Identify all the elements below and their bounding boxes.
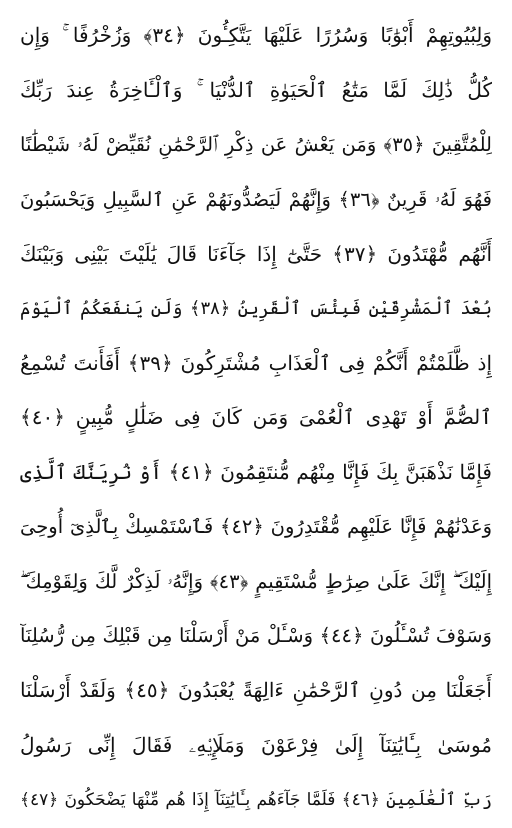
verse-line-text: وَلِبُيُوتِهِمْ أَبْوَٰبًا وَسُرُرًا عَلَيْهَا يَتَّكِـُٔونَ ﴿٣٤﴾ وَزُخْرُفًا ۚ وَإِن [20, 23, 492, 48]
verse-line [20, 663, 492, 718]
verse-line [20, 117, 492, 172]
verse-line [20, 281, 492, 336]
verse-line-text: رَبِّ ٱلْعَٰلَمِينَ ﴿٤٦﴾ فَلَمَّا جَآءَهُم بِـَٔايَٰتِنَآ إِذَا هُم مِّنْهَا يَضْحَكُونَ ﴿٤٧﴾ [20, 790, 492, 811]
verse-line-text: كُلُّ ذَٰلِكَ لَمَّا مَتَٰعُ ٱلْحَيَوٰةِ ٱلدُّنْيَا ۚ وَٱلْـَٔاخِرَةُ عِندَ رَبِّكَ [20, 77, 492, 102]
verse-line [20, 772, 492, 827]
verse-line [20, 554, 492, 609]
verse-line-text: لِلْمُتَّقِينَ ﴿٣٥﴾ وَمَن يَعْشُ عَن ذِكْرِ ٱلرَّحْمَٰنِ نُقَيِّضْ لَهُۥ شَيْطَٰنًا [20, 132, 492, 156]
verse-line-text: بُعْدَ ٱلْمَشْرِقَيْنِ فَبِئْسَ ٱلْقَرِينُ ﴿٣٨﴾ وَلَن يَنفَعَكُمُ ٱلْيَوْمَ [20, 297, 492, 319]
verse-line [20, 445, 492, 500]
verse-line-text: فَهُوَ لَهُۥ قَرِينٌ ﴿٣٦﴾ وَإِنَّهُمْ لَيَصُدُّونَهُمْ عَنِ ٱلسَّبِيلِ وَيَحْسَبُونَ [20, 187, 492, 211]
verse-line-text: فَإِمَّا نَذْهَبَنَّ بِكَ فَإِنَّا مِنْهُم مُّنتَقِمُونَ ﴿٤١﴾ أَوْ نُرِيَنَّكَ ٱلَّذِى [20, 460, 492, 485]
verse-line-text: أَنَّهُم مُّهْتَدُونَ ﴿٣٧﴾ حَتَّىٰٓ إِذَا جَآءَنَا قَالَ يَٰلَيْتَ بَيْنِى وَبَيْنَكَ [20, 241, 492, 266]
verse-line [20, 499, 492, 554]
verse-line [20, 336, 492, 391]
verse-line [20, 718, 492, 773]
verse-line [20, 172, 492, 227]
verse-line-text: إِذ ظَّلَمْتُمْ أَنَّكُمْ فِى ٱلْعَذَابِ مُشْتَرِكُونَ ﴿٣٩﴾ أَفَأَنتَ تُسْمِعُ [20, 350, 492, 375]
verse-line-text: وَسَوْفَ تُسْـَٔلُونَ ﴿٤٤﴾ وَسْـَٔلْ مَنْ أَرْسَلْنَا مِن قَبْلِكَ مِن رُّسُلِنَآ [20, 624, 492, 648]
verse-line [20, 8, 492, 63]
verse-line [20, 226, 492, 281]
verse-line-text: أَجَعَلْنَا مِن دُونِ ٱلرَّحْمَٰنِ ءَالِهَةً يُعْبَدُونَ ﴿٤٥﴾ وَلَقَدْ أَرْسَلْنَا [20, 678, 492, 703]
verse-line [20, 63, 492, 118]
verse-line [20, 390, 492, 445]
verse-lines [20, 8, 492, 827]
verse-line-text: إِلَيْكَ ۖ إِنَّكَ عَلَىٰ صِرَٰطٍ مُّسْتَقِيمٍ ﴿٤٣﴾ وَإِنَّهُۥ لَذِكْرٌ لَّكَ وَلِقَوْمِكَ ۖ [20, 569, 492, 593]
verse-line-text: ٱلصُّمَّ أَوْ تَهْدِى ٱلْعُمْىَ وَمَن كَانَ فِى ضَلَٰلٍ مُّبِينٍ ﴿٤٠﴾ [20, 405, 492, 430]
verse-line-text: وَعَدْنَٰهُمْ فَإِنَّا عَلَيْهِم مُّقْتَدِرُونَ ﴿٤٢﴾ فَٱسْتَمْسِكْ بِٱلَّذِىٓ أُوحِىَ [20, 515, 492, 539]
verse-line [20, 609, 492, 664]
verse-line-text: مُوسَىٰ بِـَٔايَٰتِنَآ إِلَىٰ فِرْعَوْنَ وَمَلَإِي۟هِۦ فَقَالَ إِنِّى رَسُولُ [20, 733, 492, 758]
